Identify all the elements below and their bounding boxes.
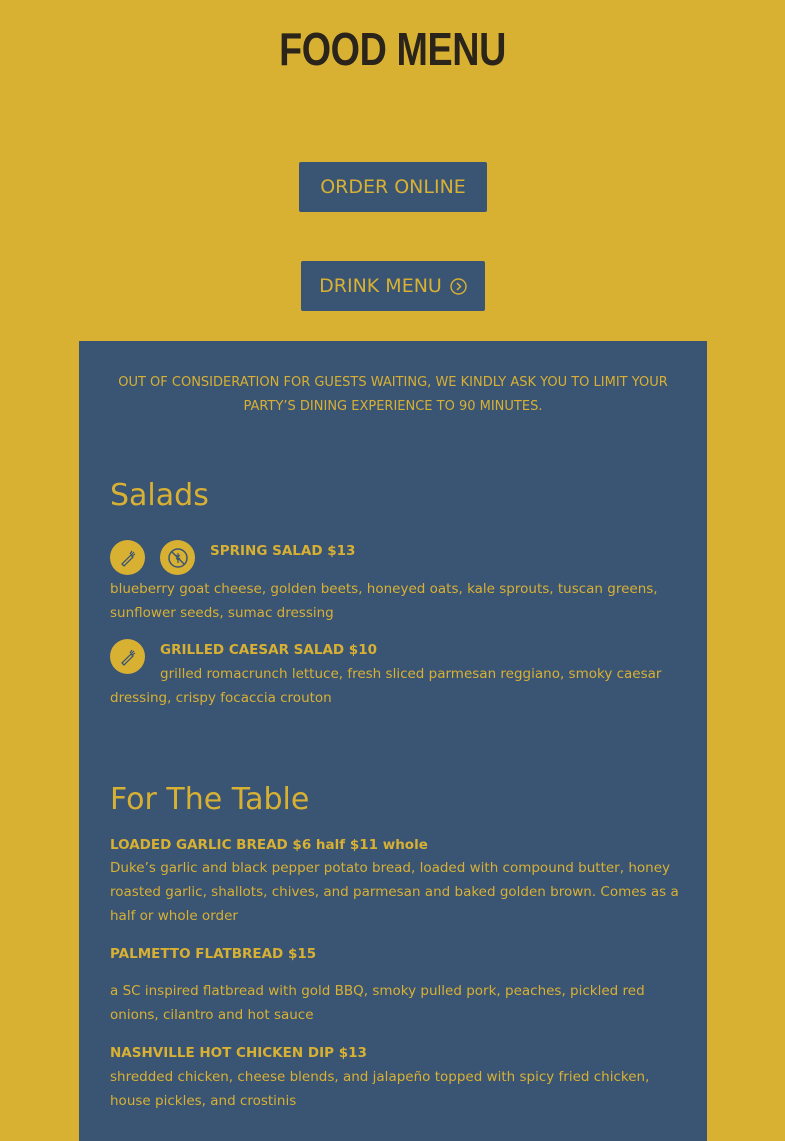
item-name-spring-salad: SPRING SALAD $13: [210, 543, 356, 559]
dining-time-notice: OUT OF CONSIDERATION FOR GUESTS WAITING, WE KINDLY ASK YOU TO LIMIT YOUR PARTY’S DINING EXPERIENCE TO 90 MINUTES.: [118, 375, 668, 414]
order-online-label: ORDER ONLINE: [320, 176, 466, 198]
item-description-nashville-hot-chicken-dip: shredded chicken, cheese blends, and jalapeño topped with spicy fried chicken, house pickles, and crostinis: [110, 1069, 650, 1109]
item-name-loaded-garlic-bread: LOADED GARLIC BREAD $6 half $11 whole: [110, 837, 428, 853]
order-online-button[interactable]: [299, 162, 487, 212]
item-description-grilled-caesar-salad: grilled romacrunch lettuce, fresh sliced parmesan reggiano, smoky caesar dressing, crispy focaccia crouton: [110, 666, 662, 706]
section-title-for-the-table: For The Table: [110, 782, 310, 817]
circle-chevron-right-icon: [450, 278, 467, 295]
page-title: FOOD MENU: [279, 23, 506, 75]
item-description-loaded-garlic-bread: Duke’s garlic and black pepper potato bread, loaded with compound butter, honey roasted garlic, shallots, chives, and parmesan and baked golden brown. Comes as a half or whole order: [110, 860, 679, 924]
drink-menu-label: DRINK MENU: [319, 275, 442, 297]
item-description-spring-salad: blueberry goat cheese, golden beets, honeyed oats, kale sprouts, tuscan greens, sunflower seeds, sumac dressing: [110, 581, 658, 621]
item-name-nashville-hot-chicken-dip: NASHVILLE HOT CHICKEN DIP $13: [110, 1045, 367, 1061]
item-name-palmetto-flatbread: PALMETTO FLATBREAD $15: [110, 946, 317, 962]
item-description-palmetto-flatbread: a SC inspired flatbread with gold BBQ, smoky pulled pork, peaches, pickled red onions, cilantro and hot sauce: [110, 983, 645, 1023]
drink-menu-button[interactable]: [301, 261, 485, 311]
section-title-salads: Salads: [110, 478, 209, 513]
item-name-grilled-caesar-salad: GRILLED CAESAR SALAD $10: [160, 642, 377, 658]
carrot-icon: [110, 540, 145, 575]
no-wheat-icon: [160, 540, 195, 575]
